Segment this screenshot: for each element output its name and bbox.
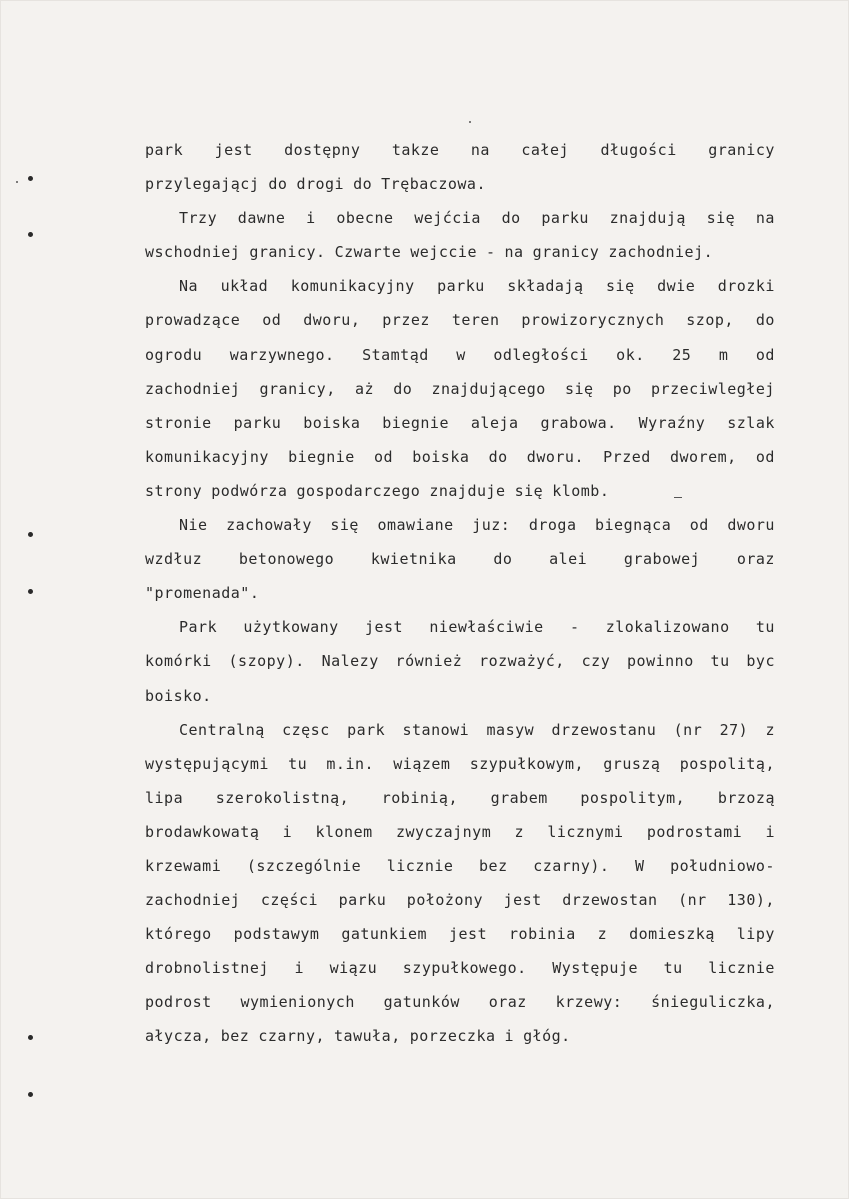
word: granicy.	[249, 243, 326, 262]
word: od	[373, 447, 394, 466]
text-line	[145, 917, 775, 951]
word: do	[493, 550, 513, 569]
word: Trębaczowa.	[381, 175, 486, 194]
word: części	[260, 891, 319, 910]
word: zachodniej.	[608, 243, 714, 262]
text-line	[145, 474, 775, 508]
word: aleja	[470, 413, 519, 432]
word: drobnolistnej	[145, 959, 269, 978]
word: dworu.	[526, 447, 584, 466]
word: warzywnego.	[229, 345, 335, 364]
word: omawiane	[377, 516, 454, 535]
word: czarny).	[533, 856, 610, 875]
word: granicy	[708, 141, 775, 159]
word: klomb.	[552, 481, 610, 500]
text-line	[145, 372, 775, 406]
word: droga	[528, 516, 577, 535]
text-line	[145, 167, 775, 201]
word: się	[606, 277, 635, 296]
word: biegnie	[382, 413, 449, 432]
word: (nr	[673, 720, 703, 739]
word: podrost	[145, 993, 212, 1012]
word: i	[504, 1027, 515, 1046]
text-line	[145, 1019, 775, 1053]
word: również	[395, 652, 463, 671]
word: składają	[507, 277, 584, 296]
word: ok.	[616, 345, 645, 364]
word: strony	[145, 481, 203, 500]
word: grabowa.	[540, 413, 617, 432]
word: dworem,	[669, 447, 737, 466]
word: gatunkiem	[341, 925, 428, 944]
word: rozważyć,	[479, 652, 565, 671]
word: tu	[663, 959, 683, 978]
word: stanowi	[402, 720, 470, 739]
word: dostępny	[284, 141, 361, 159]
word: oraz	[488, 993, 527, 1012]
word: zachodniej	[145, 891, 241, 910]
word: głóg.	[523, 1027, 571, 1046]
word: tu	[755, 618, 775, 637]
text-line	[145, 406, 775, 440]
word: domieszką	[629, 925, 715, 944]
word: częsc	[282, 720, 330, 739]
word: "promenada".	[145, 584, 260, 603]
word: -	[569, 618, 580, 637]
word: Czwarte	[334, 243, 402, 262]
word: granicy,	[259, 379, 336, 398]
word: i	[294, 959, 304, 978]
word: pospolitym,	[580, 788, 686, 807]
word: do	[501, 209, 521, 228]
word: Park	[179, 618, 218, 637]
word: Występuje	[552, 959, 639, 978]
word: licznie	[708, 959, 775, 978]
word: brzozą	[717, 788, 775, 807]
word: od	[262, 311, 282, 330]
text-line	[145, 542, 775, 576]
word: gruszą	[603, 754, 661, 773]
word: 27)	[719, 720, 749, 739]
text-line	[145, 576, 775, 610]
text-line	[145, 849, 775, 883]
word: i	[306, 209, 316, 228]
word: byc	[746, 652, 775, 671]
word: (szczególnie	[246, 856, 362, 875]
word: znajdującego	[431, 379, 546, 398]
word: Przed	[603, 447, 651, 466]
word: wejccie	[410, 243, 477, 262]
word: (szopy).	[228, 652, 305, 671]
word: podrostami	[646, 822, 743, 841]
word: W	[635, 856, 645, 875]
word: drogi	[296, 175, 345, 194]
scan-speck	[16, 181, 18, 183]
text-line	[145, 883, 775, 917]
word: do	[353, 175, 373, 194]
word: występującymi	[145, 754, 269, 773]
word: zachodniej	[145, 379, 241, 398]
word: z	[514, 822, 525, 841]
word: podstawym	[233, 925, 320, 944]
text-line	[145, 610, 775, 644]
word: użytkowany	[243, 618, 339, 637]
word: w	[456, 345, 466, 364]
word: wschodniej	[145, 243, 241, 262]
word: układ	[220, 277, 269, 296]
word: ogrodu	[145, 345, 203, 364]
word: dawne	[237, 209, 286, 228]
text-line	[145, 644, 775, 678]
word: zachowały	[226, 516, 312, 535]
word: się	[706, 209, 736, 228]
word: stronie	[145, 413, 212, 432]
word: czy	[581, 652, 611, 671]
word: drzewostanu	[551, 720, 657, 739]
word: znajdują	[609, 209, 686, 228]
word: na	[470, 141, 490, 159]
text-line	[145, 985, 775, 1019]
binding-hole-mark	[28, 589, 33, 594]
word: betonowego	[238, 550, 335, 569]
word: zlokalizowano	[605, 618, 730, 637]
text-line	[145, 440, 775, 474]
text-line	[145, 747, 775, 781]
word: długości	[600, 141, 677, 159]
word: przez	[382, 311, 430, 330]
word: krzewami	[145, 856, 222, 875]
word: odległości	[493, 345, 589, 364]
binding-hole-mark	[28, 532, 33, 537]
word: Nie	[179, 516, 208, 535]
word: boiska	[412, 447, 470, 466]
word: pospolitą,	[679, 754, 775, 773]
word: teren	[451, 311, 500, 330]
word: do	[393, 379, 413, 398]
text-line	[145, 269, 775, 303]
word: park	[347, 720, 386, 739]
word: na	[504, 243, 524, 262]
word: boiska	[303, 413, 361, 432]
word: po	[612, 379, 632, 398]
word: do	[755, 311, 775, 330]
text-line	[145, 303, 775, 337]
word: kwietnika	[370, 550, 457, 569]
word: wymienionych	[240, 993, 355, 1012]
word: parku	[233, 413, 282, 432]
word: aż	[354, 379, 374, 398]
word: jest	[503, 891, 542, 910]
word: ałycza,	[145, 1027, 212, 1046]
word: lipy	[736, 925, 775, 944]
word: komunikacyjny	[145, 447, 269, 466]
word: parku	[338, 891, 387, 910]
word: podwórza	[211, 481, 288, 500]
word: tawuła,	[334, 1027, 401, 1046]
word: dworu	[727, 516, 775, 535]
word: licznie	[386, 856, 454, 875]
word: porzeczka	[409, 1027, 496, 1046]
word: powinno	[627, 652, 694, 671]
word: -	[486, 243, 496, 262]
word: lipa	[145, 788, 184, 807]
word: znajduje	[429, 481, 506, 500]
word: krzewy:	[555, 993, 623, 1012]
word: Trzy	[179, 209, 218, 228]
word: na	[755, 209, 775, 228]
word: dworu,	[303, 311, 361, 330]
word: biegnie	[288, 447, 355, 466]
word: komunikacyjny	[290, 277, 415, 296]
word: 25	[672, 345, 692, 364]
word: od	[689, 516, 709, 535]
word: czarny,	[258, 1027, 326, 1046]
word: (nr	[678, 891, 707, 910]
word: grabem	[490, 788, 548, 807]
word: drozki	[717, 277, 775, 296]
text-line	[145, 133, 775, 167]
word: z	[597, 925, 608, 944]
word: drzewostan	[562, 891, 658, 910]
word: klonem	[315, 822, 373, 841]
word: tu	[710, 652, 730, 671]
word: od	[755, 345, 775, 364]
word: Centralną	[179, 720, 265, 739]
text-line	[145, 338, 775, 372]
text-line	[145, 815, 775, 849]
scan-speck	[469, 121, 471, 123]
word: całej	[521, 141, 570, 159]
word: jest	[449, 925, 488, 944]
word: obecne	[336, 209, 394, 228]
word: prowizorycznych	[521, 311, 665, 330]
word: wiązu	[329, 959, 378, 978]
word: szop,	[686, 311, 734, 330]
word: szypułkowym,	[469, 754, 585, 773]
word: prowadzące	[145, 311, 241, 330]
word: robinia	[509, 925, 576, 944]
text-line	[145, 201, 775, 235]
word: do	[488, 447, 508, 466]
word: park	[145, 141, 184, 159]
word: szerokolistną,	[215, 788, 350, 807]
word: granicy	[532, 243, 600, 262]
word: położony	[406, 891, 484, 910]
word: komórki	[145, 652, 212, 671]
binding-hole-mark	[28, 1092, 33, 1097]
word: boisko.	[145, 686, 212, 705]
word: gatunków	[383, 993, 460, 1012]
text-line	[145, 679, 775, 713]
word: się	[330, 516, 359, 535]
word: bez	[220, 1027, 250, 1046]
word: śnieguliczka,	[651, 993, 775, 1012]
word: parku	[541, 209, 589, 228]
word: gospodarczego	[296, 481, 421, 500]
word: wzdłuz	[145, 550, 203, 569]
word: oraz	[736, 550, 775, 569]
word: alei	[549, 550, 588, 569]
word: szlak	[727, 413, 775, 432]
word: niewłaściwie	[429, 618, 544, 637]
word: masyw	[486, 720, 535, 739]
word: 130),	[727, 891, 775, 910]
word: do	[268, 175, 288, 194]
word: bez	[479, 856, 508, 875]
word: z	[765, 720, 775, 739]
word: licznymi	[547, 822, 624, 841]
word: którego	[145, 925, 212, 944]
word: parku	[437, 277, 485, 296]
word: Stamtąd	[362, 345, 429, 364]
text-line	[145, 508, 775, 542]
word: juz:	[472, 516, 511, 535]
word: i	[765, 822, 775, 841]
word: Wyraźny	[638, 413, 706, 432]
word: dwie	[657, 277, 696, 296]
binding-hole-mark	[28, 1035, 33, 1040]
word: grabowej	[623, 550, 701, 569]
word: wejćcia	[414, 209, 481, 228]
text-line	[145, 713, 775, 747]
word: południowo-	[670, 856, 775, 875]
binding-hole-mark	[28, 232, 33, 237]
word: biegnąca	[595, 516, 672, 535]
text-line	[145, 235, 775, 269]
word: zwyczajnym	[395, 822, 492, 841]
text-line	[145, 951, 775, 985]
binding-hole-mark	[28, 176, 33, 181]
word: Na	[179, 277, 199, 296]
word: robinią,	[381, 788, 458, 807]
word: m.in.	[326, 754, 375, 773]
typed-text-body	[145, 133, 775, 1054]
word: się	[565, 379, 594, 398]
word: Nalezy	[321, 652, 379, 671]
word: tu	[288, 754, 308, 773]
word: się	[514, 481, 544, 500]
word: przylegającj	[145, 175, 260, 194]
word: brodawkowatą	[145, 822, 260, 841]
word: jest	[364, 618, 404, 637]
word: szypułkowego.	[402, 959, 527, 978]
word: przeciwległej	[651, 379, 775, 398]
word: i	[282, 822, 293, 841]
word: takze	[391, 141, 440, 159]
word: wiązem	[393, 754, 451, 773]
word: od	[755, 447, 775, 466]
text-line	[145, 781, 775, 815]
word: m	[718, 345, 729, 364]
word: jest	[214, 141, 253, 159]
